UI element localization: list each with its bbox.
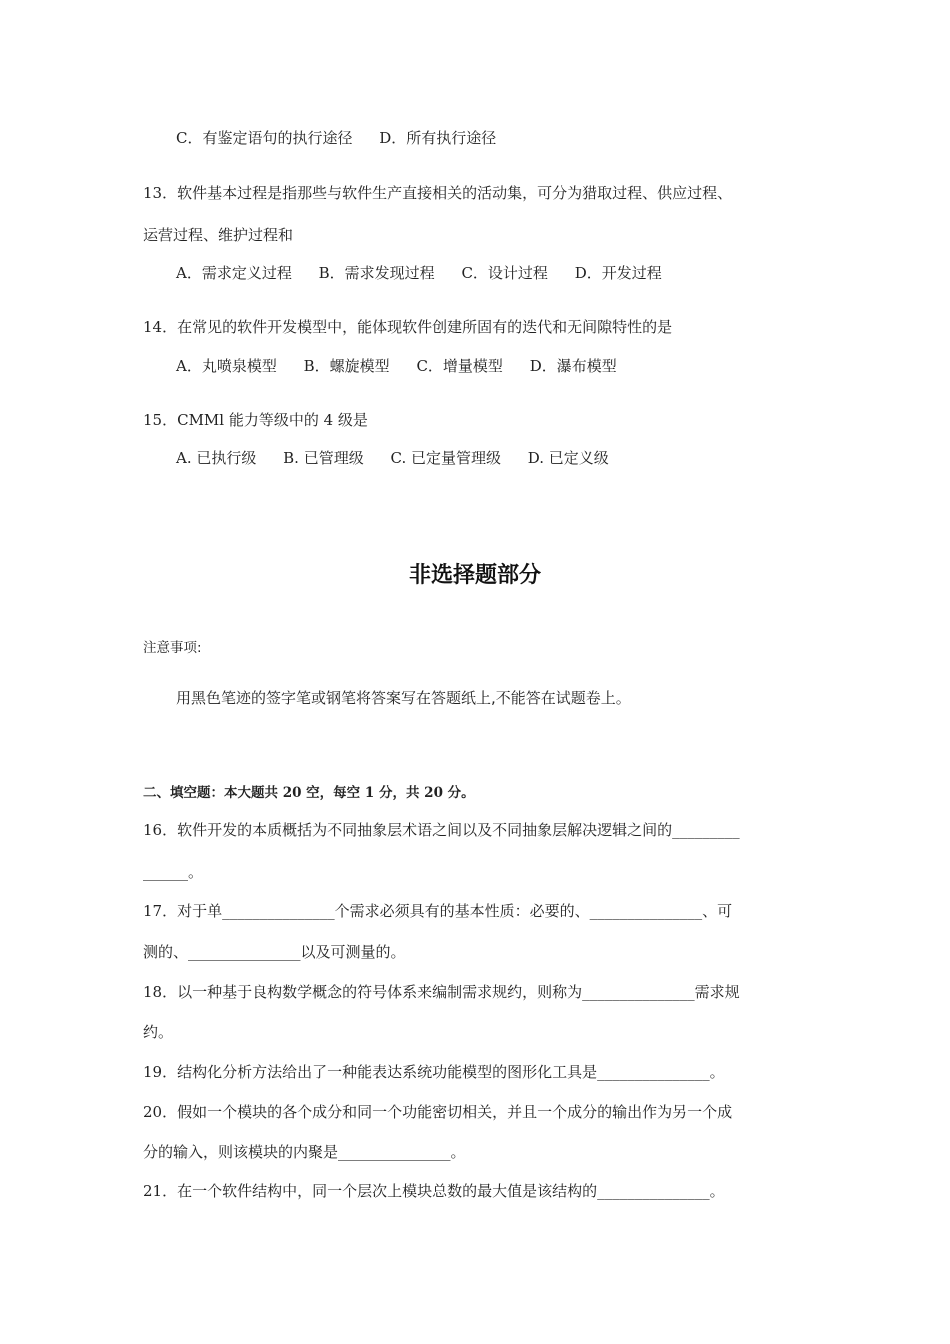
question-18-line2: 约。 [143, 1023, 174, 1041]
option-d: D．开发过程 [574, 264, 662, 282]
option-c: C. 已定量管理级 [390, 449, 501, 467]
option-c: C．设计过程 [461, 264, 548, 282]
option-a: A．需求定义过程 [176, 264, 292, 282]
option-c: C．有鉴定语句的执行途径 [176, 129, 353, 147]
question-20-line1: 20．假如一个模块的各个成分和同一个功能密切相关，并且一个成分的输出作为另一个成 [143, 1103, 733, 1121]
question-15-stem: 15．CMMl 能力等级中的 4 级是 [143, 411, 368, 429]
section-title: 非选择题部分 [408, 563, 541, 588]
q12-options-continued [176, 128, 496, 148]
question-16-line1: 16．软件开发的本质概括为不同抽象层术语之间以及不同抽象层解决逻辑之间的_________ [143, 821, 740, 839]
option-b: B．需求发现过程 [318, 264, 435, 282]
option-d: D. 已定义级 [527, 449, 609, 467]
option-d: D．瀑布模型 [529, 357, 617, 375]
question-14-options [176, 356, 617, 376]
question-13-options [176, 263, 662, 283]
notice-label: 注意事项: [143, 640, 202, 656]
question-21-line1: 21．在一个软件结构中，同一个层次上模块总数的最大值是该结构的_______________。 [143, 1182, 725, 1200]
option-b: B. 已管理级 [283, 449, 364, 467]
option-b: B．螺旋模型 [303, 357, 390, 375]
question-13-line2: 运营过程、维护过程和 [143, 226, 294, 244]
option-c: C．增量模型 [416, 357, 503, 375]
question-17-line2: 测的、_______________以及可测量的。 [143, 943, 406, 961]
question-14-stem: 14．在常见的软件开发模型中，能体现软件创建所固有的迭代和无间隙特性的是 [143, 318, 673, 336]
question-18-line1: 18．以一种基于良构数学概念的符号体系来编制需求规约，则称为_______________需求规 [143, 983, 740, 1001]
question-15-options [176, 448, 609, 468]
part2-heading: 二、填空题：本大题共 20 空，每空 1 分，共 20 分。 [143, 785, 475, 801]
question-17-line1: 17．对于单_______________个需求必须具有的基本性质：必要的、_______________、可 [143, 902, 733, 920]
option-a: A. 已执行级 [176, 449, 257, 467]
question-13-line1: 13．软件基本过程是指那些与软件生产直接相关的活动集，可分为猎取过程、供应过程、 [143, 184, 733, 202]
option-d: D．所有执行途径 [379, 129, 497, 147]
question-20-line2: 分的输入，则该模块的内聚是_______________。 [143, 1143, 466, 1161]
question-19-line1: 19．结构化分析方法给出了一种能表达系统功能模型的图形化工具是_______________。 [143, 1063, 725, 1081]
option-a: A．丸喷泉模型 [176, 357, 277, 375]
notice-text: 用黑色笔迹的签字笔或钢笔将答案写在答题纸上,不能答在试题卷上。 [176, 689, 631, 707]
question-16-line2: ______。 [143, 863, 204, 881]
